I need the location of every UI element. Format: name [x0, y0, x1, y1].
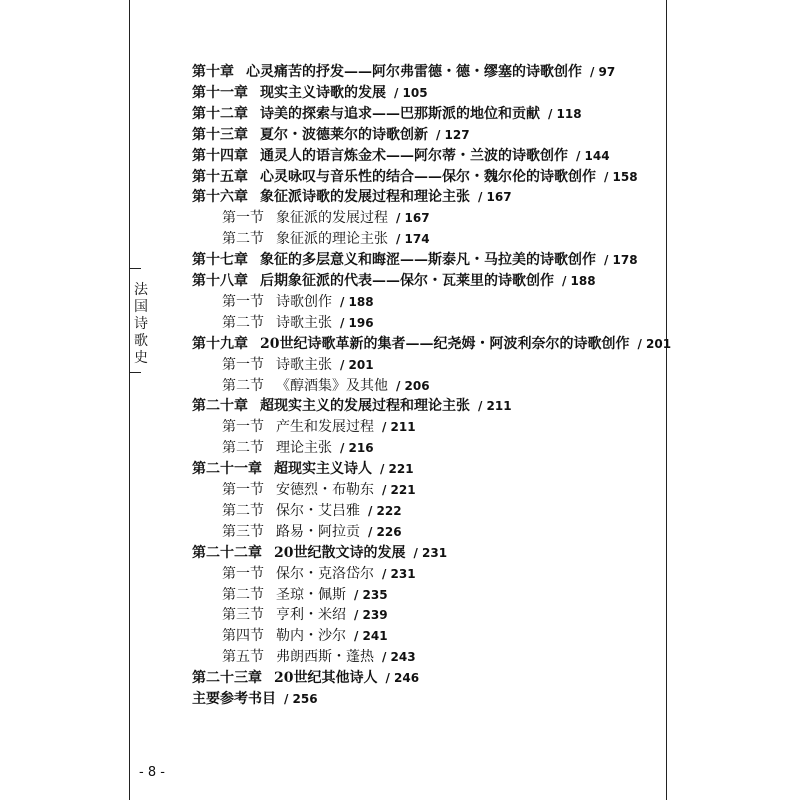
entry-number: 第二节 [222, 586, 264, 603]
entry-page-number: / 196 [340, 315, 374, 330]
entry-title: 诗歌主张 [276, 314, 332, 331]
entry-page-number: / 211 [382, 420, 416, 435]
entry-title: 诗美的探索与追求——巴那斯派的地位和贡献 [260, 105, 540, 122]
entry-number: 第十六章 [192, 189, 248, 206]
entry-page-number: / 201 [637, 336, 672, 351]
toc-chapter-entry [192, 167, 638, 187]
entry-title: 象征的多层意义和晦涩——斯泰凡・马拉美的诗歌创作 [260, 252, 596, 269]
entry-number: 第十七章 [192, 252, 248, 269]
toc-section-entry [222, 355, 374, 375]
entry-page-number: / 201 [340, 357, 374, 372]
entry-page-number: / 158 [604, 169, 638, 184]
toc-section-entry [222, 480, 416, 500]
entry-title: 后期象征派的代表——保尔・瓦莱里的诗歌创作 [260, 273, 554, 289]
toc-chapter-entry [192, 459, 414, 479]
toc-chapter-entry [192, 271, 596, 291]
entry-page-number: / 127 [436, 127, 470, 142]
entry-number: 第五节 [222, 649, 264, 666]
entry-number: 第一节 [222, 419, 264, 436]
entry-title: 通灵人的语言炼金术——阿尔蒂・兰波的诗歌创作 [260, 147, 568, 164]
entry-number: 第二节 [222, 440, 264, 457]
toc-section-entry [222, 438, 374, 458]
entry-title: 《醇酒集》及其他 [276, 377, 388, 394]
page-left-rule [129, 0, 130, 800]
entry-page-number: / 211 [478, 399, 512, 414]
entry-number: 第十二章 [192, 105, 248, 122]
toc-section-entry [222, 376, 430, 396]
entry-page-number: / 188 [340, 294, 374, 309]
entry-title: 亨利・米绍 [276, 607, 346, 624]
entry-page-number: / 188 [562, 274, 596, 288]
entry-page-number: / 178 [604, 253, 638, 268]
toc-section-entry [222, 564, 416, 584]
entry-page-number: / 226 [368, 524, 402, 539]
entry-title: 安德烈・布勒东 [276, 482, 374, 498]
page-number: - 8 - [139, 765, 165, 780]
toc-section-entry [222, 208, 430, 228]
entry-page-number: / 167 [478, 190, 512, 205]
toc-chapter-entry [192, 104, 582, 124]
entry-title: 产生和发展过程 [276, 419, 374, 436]
toc-chapter-entry [192, 334, 671, 354]
entry-number: 第二节 [222, 314, 264, 331]
entry-title: 主要参考书目 [192, 691, 276, 707]
entry-page-number: / 118 [548, 106, 582, 121]
entry-page-number: / 239 [354, 608, 388, 623]
toc-section-entry [222, 585, 388, 605]
entry-title: 20世纪其他诗人 [274, 670, 378, 687]
entry-title: 路易・阿拉贡 [276, 523, 360, 540]
entry-title: 象征派的发展过程 [276, 210, 388, 227]
entry-page-number: / 206 [396, 378, 430, 393]
entry-page-number: / 222 [368, 503, 402, 518]
entry-title: 象征派诗歌的发展过程和理论主张 [260, 189, 470, 206]
entry-title: 20世纪诗歌革新的集者——纪尧姆・阿波利奈尔的诗歌创作 [260, 335, 630, 352]
entry-page-number: / 231 [382, 566, 416, 581]
toc-chapter-entry [192, 146, 610, 166]
toc-section-entry [222, 292, 374, 312]
entry-title: 弗朗西斯・蓬热 [276, 649, 374, 666]
toc-section-entry [222, 313, 374, 333]
entry-title: 保尔・艾吕雅 [276, 502, 360, 519]
entry-page-number: / 216 [340, 441, 374, 456]
entry-number: 第一节 [222, 210, 264, 227]
entry-page-number: / 235 [354, 587, 388, 602]
entry-page-number: / 243 [382, 650, 416, 665]
entry-page-number: / 241 [354, 629, 388, 644]
toc-chapter-entry [192, 668, 419, 688]
entry-title: 保尔・克洛岱尔 [276, 565, 374, 582]
entry-number: 第三节 [222, 523, 264, 540]
entry-number: 第一节 [222, 565, 264, 582]
toc-section-entry [222, 229, 430, 249]
entry-page-number: / 144 [576, 148, 610, 163]
entry-number: 第十一章 [192, 84, 248, 101]
toc-chapter-entry [192, 62, 615, 82]
toc-section-entry [222, 626, 388, 646]
entry-page-number: / 105 [394, 85, 428, 100]
entry-number: 第十八章 [192, 273, 248, 289]
entry-number: 第二十二章 [192, 544, 262, 561]
entry-page-number: / 221 [382, 483, 416, 497]
entry-page-number: / 231 [413, 545, 448, 560]
toc-section-entry [222, 522, 402, 542]
entry-page-number: / 256 [284, 692, 318, 706]
entry-title: 圣琼・佩斯 [276, 586, 346, 603]
page-right-rule [666, 0, 667, 800]
entry-title: 心灵咏叹与音乐性的结合——保尔・魏尔伦的诗歌创作 [260, 168, 596, 185]
entry-number: 第十三章 [192, 126, 248, 143]
side-title-rule-top [129, 268, 141, 269]
entry-number: 第十四章 [192, 147, 248, 164]
toc-chapter-entry [192, 187, 512, 207]
entry-number: 第一节 [222, 293, 264, 310]
entry-title: 夏尔・波德莱尔的诗歌创新 [260, 126, 428, 143]
side-title-rule-bottom [129, 372, 141, 373]
entry-title: 诗歌创作 [276, 293, 332, 310]
entry-number: 第三节 [222, 607, 264, 624]
toc-chapter-entry [192, 689, 318, 709]
entry-number: 第十章 [192, 64, 234, 80]
toc-section-entry [222, 417, 416, 437]
toc-section-entry [222, 501, 402, 521]
entry-title: 超现实主义的发展过程和理论主张 [260, 398, 470, 415]
entry-number: 第十五章 [192, 168, 248, 185]
entry-number: 第二节 [222, 231, 264, 248]
entry-number: 第十九章 [192, 335, 248, 352]
entry-number: 第二十章 [192, 398, 248, 415]
entry-page-number: / 174 [396, 232, 430, 247]
entry-title: 勒内・沙尔 [276, 628, 346, 645]
entry-title: 心灵痛苦的抒发——阿尔弗雷德・德・缪塞的诗歌创作 [246, 64, 582, 80]
toc-chapter-entry [192, 543, 447, 563]
toc-chapter-entry [192, 83, 428, 103]
entry-title: 20世纪散文诗的发展 [274, 544, 406, 561]
toc-chapter-entry [192, 396, 512, 416]
entry-page-number: / 246 [385, 671, 420, 686]
entry-title: 象征派的理论主张 [276, 231, 388, 248]
entry-number: 第一节 [222, 482, 264, 498]
toc-section-entry [222, 605, 388, 625]
entry-number: 第二节 [222, 377, 264, 394]
entry-title: 超现实主义诗人 [274, 461, 372, 478]
toc-section-entry [222, 647, 416, 667]
running-book-title: 法国诗歌史 [134, 282, 148, 366]
entry-number: 第二十三章 [192, 670, 262, 687]
entry-title: 诗歌主张 [276, 356, 332, 373]
entry-number: 第二节 [222, 502, 264, 519]
entry-title: 现实主义诗歌的发展 [260, 84, 386, 101]
entry-page-number: / 167 [396, 211, 430, 226]
entry-number: 第二十一章 [192, 461, 262, 478]
entry-page-number: / 97 [590, 65, 616, 79]
entry-title: 理论主张 [276, 440, 332, 457]
toc-chapter-entry [192, 250, 638, 270]
entry-page-number: / 221 [380, 462, 414, 477]
entry-number: 第四节 [222, 628, 264, 645]
toc-chapter-entry [192, 125, 470, 145]
entry-number: 第一节 [222, 356, 264, 373]
